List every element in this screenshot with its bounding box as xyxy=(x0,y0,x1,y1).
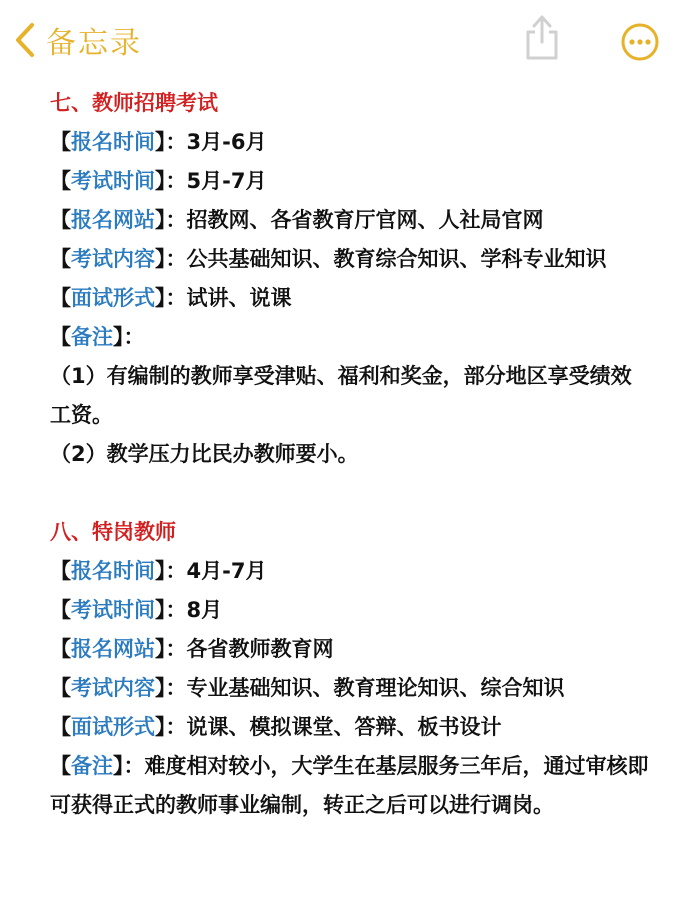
field-label: 备注 xyxy=(71,325,113,349)
note-paragraph: （2）教学压力比民办教师要小。 xyxy=(50,442,359,466)
field-row xyxy=(50,708,650,747)
bracket-open: 【 xyxy=(50,169,71,193)
bracket-open: 【 xyxy=(50,637,71,661)
colon: ： xyxy=(165,559,187,583)
bracket-close: 】 xyxy=(155,169,166,193)
back-button[interactable] xyxy=(14,20,142,60)
field-value: 难度相对较小，大学生在基层服务三年后，通过审核即可获得正式的教师事业编制，转正之后可以进行调岗。 xyxy=(50,754,649,817)
field-label: 报名网站 xyxy=(71,208,155,232)
note-content[interactable] xyxy=(50,84,650,825)
field-value: 试讲、说课 xyxy=(186,286,292,310)
bracket-close: 】 xyxy=(155,286,166,310)
colon: ： xyxy=(165,676,187,700)
bracket-close: 】 xyxy=(113,325,124,349)
field-label: 考试时间 xyxy=(71,598,155,622)
colon: ： xyxy=(165,715,187,739)
colon: ： xyxy=(165,247,187,271)
field-label: 考试内容 xyxy=(71,247,155,271)
nav-bar xyxy=(0,0,690,82)
field-row xyxy=(50,279,650,318)
field-label: 报名网站 xyxy=(71,637,155,661)
field-label: 报名时间 xyxy=(71,130,155,154)
field-label: 备注 xyxy=(71,754,113,778)
colon: ： xyxy=(165,598,187,622)
colon: ： xyxy=(123,325,145,349)
bracket-open: 【 xyxy=(50,754,71,778)
bracket-close: 】 xyxy=(155,637,166,661)
colon: ： xyxy=(165,637,187,661)
bracket-close: 】 xyxy=(155,130,166,154)
bracket-close: 】 xyxy=(155,208,166,232)
bracket-close: 】 xyxy=(155,676,166,700)
field-value: 5月-7月 xyxy=(186,169,267,193)
field-row xyxy=(50,318,650,357)
field-value: 招教网、各省教育厅官网、人社局官网 xyxy=(186,208,544,232)
field-row xyxy=(50,747,650,825)
field-value: 专业基础知识、教育理论知识、综合知识 xyxy=(186,676,565,700)
field-value: 8月 xyxy=(186,598,223,622)
field-row xyxy=(50,552,650,591)
field-label: 面试形式 xyxy=(71,715,155,739)
back-label: 备忘录 xyxy=(46,26,142,61)
bracket-open: 【 xyxy=(50,715,71,739)
bracket-close: 】 xyxy=(113,754,124,778)
field-row xyxy=(50,240,650,279)
bracket-open: 【 xyxy=(50,130,71,154)
field-row xyxy=(50,669,650,708)
field-row xyxy=(50,630,650,669)
share-button[interactable] xyxy=(522,14,562,64)
section-title: 八、特岗教师 xyxy=(50,520,176,544)
bracket-close: 】 xyxy=(155,247,166,271)
field-label: 考试内容 xyxy=(71,676,155,700)
bracket-close: 】 xyxy=(155,559,166,583)
colon: ： xyxy=(165,286,187,310)
share-icon xyxy=(522,14,562,64)
bracket-open: 【 xyxy=(50,286,71,310)
colon: ： xyxy=(123,754,145,778)
more-horizontal-icon xyxy=(620,22,660,62)
bracket-open: 【 xyxy=(50,208,71,232)
section-title: 七、教师招聘考试 xyxy=(50,91,218,115)
field-row xyxy=(50,591,650,630)
field-value: 3月-6月 xyxy=(186,130,267,154)
spacer xyxy=(50,474,650,513)
field-row xyxy=(50,162,650,201)
field-value: 公共基础知识、教育综合知识、学科专业知识 xyxy=(186,247,607,271)
bracket-close: 】 xyxy=(155,598,166,622)
field-value: 各省教师教育网 xyxy=(186,637,334,661)
field-row xyxy=(50,123,650,162)
bracket-close: 】 xyxy=(155,715,166,739)
bracket-open: 【 xyxy=(50,247,71,271)
colon: ： xyxy=(165,130,187,154)
colon: ： xyxy=(165,169,187,193)
more-button[interactable] xyxy=(620,22,660,62)
field-label: 面试形式 xyxy=(71,286,155,310)
bracket-open: 【 xyxy=(50,598,71,622)
field-value: 说课、模拟课堂、答辩、板书设计 xyxy=(186,715,502,739)
field-label: 报名时间 xyxy=(71,559,155,583)
field-label: 考试时间 xyxy=(71,169,155,193)
note-paragraph: （1）有编制的教师享受津贴、福利和奖金，部分地区享受绩效工资。 xyxy=(50,364,632,427)
field-value: 4月-7月 xyxy=(186,559,267,583)
bracket-open: 【 xyxy=(50,325,71,349)
bracket-open: 【 xyxy=(50,676,71,700)
colon: ： xyxy=(165,208,187,232)
chevron-left-icon xyxy=(14,22,36,58)
field-row xyxy=(50,201,650,240)
bracket-open: 【 xyxy=(50,559,71,583)
